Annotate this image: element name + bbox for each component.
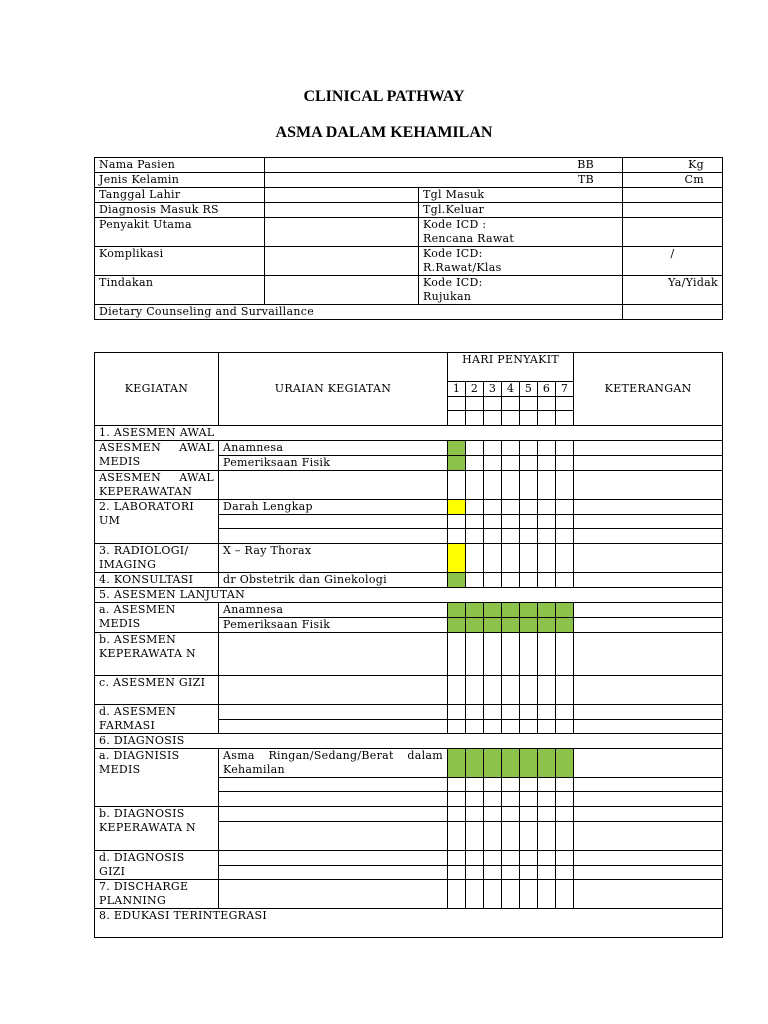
day-cell-filled [448, 441, 466, 456]
cell-empty [484, 573, 502, 588]
cell-empty [502, 720, 520, 734]
cell-empty [265, 218, 419, 247]
cell-kode-icd-rawat [419, 247, 623, 276]
day-cell-filled [448, 749, 466, 778]
cell-empty [466, 778, 484, 792]
cell-empty [502, 397, 520, 411]
cell-empty [556, 633, 574, 676]
cell-empty [520, 411, 538, 426]
cell-empty [219, 515, 448, 529]
cell-empty [502, 807, 520, 822]
cell-empty [466, 807, 484, 822]
cell-empty [556, 544, 574, 573]
cell-empty [556, 411, 574, 426]
cell-empty [484, 720, 502, 734]
cell-empty [538, 676, 556, 705]
cell-empty [466, 851, 484, 866]
day-number: 7 [556, 382, 574, 397]
cell-empty [556, 720, 574, 734]
cell-empty [574, 456, 723, 471]
day-cell-filled [466, 749, 484, 778]
section-asesmen-lanjutan: 5. ASESMEN LANJUTAN [95, 588, 723, 603]
cell-empty [538, 411, 556, 426]
cell-empty [448, 529, 466, 544]
cell-empty [466, 822, 484, 851]
cell-empty [502, 633, 520, 676]
cell-empty [538, 866, 556, 880]
day-number: 3 [484, 382, 502, 397]
cell-empty [466, 500, 484, 515]
cell-empty [574, 851, 723, 866]
activity-konsultasi: 4. KONSULTASI [95, 573, 219, 588]
cell-empty [219, 633, 448, 676]
cell-empty [448, 778, 466, 792]
activity-diagnosis-gizi: d. DIAGNOSIS GIZI [95, 851, 219, 880]
day-cell-yellow [448, 544, 466, 573]
cell-empty [219, 720, 448, 734]
cell-empty [502, 471, 520, 500]
cell-empty [538, 792, 556, 807]
document-subtitle: ASMA DALAM KEHAMILAN [275, 124, 493, 141]
label-tanggal-lahir: Tanggal Lahir [95, 188, 265, 203]
cell-empty [448, 411, 466, 426]
cell-empty [448, 471, 466, 500]
day-number: 1 [448, 382, 466, 397]
cell-empty [556, 807, 574, 822]
cell-empty [574, 880, 723, 909]
day-cell-filled [556, 749, 574, 778]
cell-empty [466, 633, 484, 676]
activity-asesmen-farmasi: d. ASESMEN FARMASI [95, 705, 219, 734]
cell-empty [556, 573, 574, 588]
cell-empty [502, 866, 520, 880]
day-number: 2 [466, 382, 484, 397]
activity-laboratorium: 2. LABORATORI UM [95, 500, 219, 544]
cell-empty [556, 705, 574, 720]
label-kode-icd: Kode ICD : [423, 218, 487, 231]
day-cell-filled [538, 618, 556, 633]
cell-empty [538, 397, 556, 411]
cell-empty [538, 822, 556, 851]
header-hari-penyakit: HARI PENYAKIT [448, 353, 574, 382]
cell-empty [574, 544, 723, 573]
label-diagnosis-masuk: Diagnosis Masuk RS [95, 203, 265, 218]
section-edukasi: 8. EDUKASI TERINTEGRASI [95, 909, 723, 938]
cell-empty [466, 792, 484, 807]
cell-empty [556, 880, 574, 909]
cell-empty [448, 792, 466, 807]
cell-empty [520, 866, 538, 880]
cell-empty [538, 500, 556, 515]
cell-empty [466, 705, 484, 720]
activity-asesmen-gizi: c. ASESMEN GIZI [95, 676, 219, 705]
cell-empty [502, 676, 520, 705]
value-slash: / [623, 247, 723, 276]
cell-empty [448, 397, 466, 411]
cell-empty [520, 851, 538, 866]
day-cell-filled [448, 603, 466, 618]
label-nama-pasien: Nama Pasien [95, 158, 265, 173]
cell-empty [484, 866, 502, 880]
cell-empty [502, 851, 520, 866]
day-cell-filled [466, 618, 484, 633]
cell-empty [574, 441, 723, 456]
day-cell-filled [448, 456, 466, 471]
cell-empty [520, 544, 538, 573]
cell-empty [520, 441, 538, 456]
cell-empty [219, 529, 448, 544]
cell-empty [448, 880, 466, 909]
cell-empty [623, 188, 723, 203]
day-number: 6 [538, 382, 556, 397]
cell-empty [538, 778, 556, 792]
day-cell-filled [520, 603, 538, 618]
cell-empty [448, 822, 466, 851]
cell-empty [520, 720, 538, 734]
cell-empty [556, 851, 574, 866]
cell-empty [484, 411, 502, 426]
cell-empty [484, 778, 502, 792]
detail-pemeriksaan-fisik: Pemeriksaan Fisik [219, 618, 448, 633]
section-asesmen-awal: 1. ASESMEN AWAL [95, 426, 723, 441]
cell-empty [219, 822, 448, 851]
cell-empty [538, 456, 556, 471]
cell-empty [556, 500, 574, 515]
label-jenis-kelamin: Jenis Kelamin [95, 173, 265, 188]
detail-anamnesa: Anamnesa [219, 441, 448, 456]
cell-empty [556, 676, 574, 705]
cell-empty [520, 500, 538, 515]
cell-empty [538, 529, 556, 544]
cell-empty [219, 705, 448, 720]
day-cell-filled [448, 618, 466, 633]
cell-empty [502, 705, 520, 720]
cell-empty [520, 792, 538, 807]
cell-empty [466, 411, 484, 426]
detail-anamnesa: Anamnesa [219, 603, 448, 618]
value-ya-tidak: Ya/Yidak [623, 276, 723, 305]
cell-empty [502, 778, 520, 792]
day-cell-filled [556, 603, 574, 618]
cell-empty [574, 749, 723, 778]
cell-empty [448, 633, 466, 676]
cell-empty [520, 633, 538, 676]
label-bb: BB [265, 158, 623, 173]
cell-empty [520, 515, 538, 529]
unit-kg: Kg [623, 158, 723, 173]
cell-empty [574, 471, 723, 500]
cell-empty [466, 866, 484, 880]
cell-empty [448, 720, 466, 734]
cell-empty [484, 456, 502, 471]
label-penyakit-utama: Penyakit Utama [95, 218, 265, 247]
cell-empty [448, 515, 466, 529]
cell-empty [466, 456, 484, 471]
label-tindakan: Tindakan [95, 276, 265, 305]
cell-empty [574, 633, 723, 676]
activity-asesmen-keperawatan: b. ASESMEN KEPERAWATA N [95, 633, 219, 676]
cell-empty [520, 573, 538, 588]
day-cell-yellow [448, 500, 466, 515]
cell-empty [520, 822, 538, 851]
cell-empty [538, 441, 556, 456]
cell-empty [484, 676, 502, 705]
cell-empty [466, 515, 484, 529]
detail-pemeriksaan-fisik: Pemeriksaan Fisik [219, 456, 448, 471]
cell-empty [448, 676, 466, 705]
cell-kode-icd-rujukan [419, 276, 623, 305]
cell-empty [484, 515, 502, 529]
day-cell-filled [520, 749, 538, 778]
cell-empty [448, 705, 466, 720]
cell-empty [466, 573, 484, 588]
cell-empty [538, 705, 556, 720]
cell-empty [484, 471, 502, 500]
cell-empty [538, 544, 556, 573]
cell-empty [466, 471, 484, 500]
header-kegiatan: KEGIATAN [95, 353, 219, 426]
cell-empty [448, 807, 466, 822]
cell-empty [556, 778, 574, 792]
day-cell-filled [520, 618, 538, 633]
cell-empty [502, 792, 520, 807]
header-keterangan: KETERANGAN [574, 353, 723, 426]
cell-empty [484, 544, 502, 573]
cell-empty [219, 851, 448, 866]
cell-empty [484, 529, 502, 544]
cell-empty [623, 218, 723, 247]
day-number: 4 [502, 382, 520, 397]
cell-empty [502, 515, 520, 529]
cell-empty [574, 778, 723, 792]
cell-empty [574, 529, 723, 544]
cell-empty [556, 529, 574, 544]
cell-empty [574, 792, 723, 807]
cell-empty [502, 573, 520, 588]
label-dietary: Dietary Counseling and Survaillance [95, 305, 623, 320]
activity-asesmen-awal-medis: ASESMEN AWAL MEDIS [95, 441, 219, 471]
cell-empty [484, 792, 502, 807]
cell-empty [219, 676, 448, 705]
cell-empty [265, 188, 419, 203]
header-uraian: URAIAN KEGIATAN [219, 353, 448, 426]
cell-empty [574, 500, 723, 515]
cell-empty [520, 397, 538, 411]
cell-empty [502, 441, 520, 456]
cell-empty [538, 573, 556, 588]
cell-empty [556, 397, 574, 411]
cell-empty [574, 720, 723, 734]
label-komplikasi: Komplikasi [95, 247, 265, 276]
cell-empty [538, 633, 556, 676]
cell-empty [556, 456, 574, 471]
cell-empty [574, 866, 723, 880]
label-tb: TB [265, 173, 623, 188]
cell-empty [574, 676, 723, 705]
cell-empty [466, 397, 484, 411]
unit-cm: Cm [623, 173, 723, 188]
day-cell-filled [466, 603, 484, 618]
cell-empty [574, 807, 723, 822]
label-rencana-rawat: Rencana Rawat [423, 232, 515, 245]
cell-empty [484, 397, 502, 411]
cell-empty [484, 880, 502, 909]
cell-empty [623, 203, 723, 218]
cell-empty [265, 203, 419, 218]
cell-empty [574, 618, 723, 633]
cell-empty [466, 529, 484, 544]
cell-empty [574, 573, 723, 588]
cell-empty [520, 471, 538, 500]
cell-empty [484, 441, 502, 456]
cell-empty [520, 807, 538, 822]
cell-empty [538, 720, 556, 734]
label-rujukan: Rujukan [423, 290, 472, 303]
cell-empty [538, 880, 556, 909]
pathway-table [94, 352, 723, 938]
day-cell-filled [484, 749, 502, 778]
cell-empty [466, 544, 484, 573]
day-cell-filled [556, 618, 574, 633]
label-tgl-masuk: Tgl Masuk [419, 188, 623, 203]
document-title: CLINICAL PATHWAY [303, 88, 465, 105]
cell-empty [219, 866, 448, 880]
patient-info-table [94, 157, 723, 320]
cell-empty [520, 676, 538, 705]
activity-diagnosis-keperawatan: b. DIAGNOSIS KEPERAWATA N [95, 807, 219, 851]
cell-empty [466, 676, 484, 705]
cell-empty [556, 441, 574, 456]
detail-dr-obgyn: dr Obstetrik dan Ginekologi [219, 573, 448, 588]
detail-ray-thorax: X – Ray Thorax [219, 544, 448, 573]
cell-empty [556, 822, 574, 851]
cell-empty [219, 778, 448, 792]
cell-empty [448, 851, 466, 866]
cell-empty [265, 247, 419, 276]
activity-diagnosis-medis: a. DIAGNISIS MEDIS [95, 749, 219, 807]
day-cell-filled [538, 749, 556, 778]
cell-empty [623, 305, 723, 320]
day-cell-filled [538, 603, 556, 618]
cell-empty [265, 276, 419, 305]
cell-empty [466, 720, 484, 734]
day-cell-filled [502, 749, 520, 778]
cell-empty [520, 880, 538, 909]
section-diagnosis: 6. DIAGNOSIS [95, 734, 723, 749]
cell-empty [484, 633, 502, 676]
day-number: 5 [520, 382, 538, 397]
cell-empty [574, 705, 723, 720]
detail-asma: Asma Ringan/Sedang/Berat dalam Kehamilan [219, 749, 448, 778]
cell-empty [520, 456, 538, 471]
cell-empty [502, 529, 520, 544]
day-cell-filled [502, 603, 520, 618]
cell-kode-icd-rencana [419, 218, 623, 247]
day-cell-filled [484, 618, 502, 633]
cell-empty [502, 411, 520, 426]
cell-empty [574, 822, 723, 851]
cell-empty [219, 792, 448, 807]
label-tgl-keluar: Tgl.Keluar [419, 203, 623, 218]
cell-empty [502, 500, 520, 515]
cell-empty [502, 822, 520, 851]
cell-empty [556, 792, 574, 807]
cell-empty [538, 515, 556, 529]
cell-empty [574, 515, 723, 529]
label-rawat-klas: R.Rawat/Klas [423, 261, 502, 274]
cell-empty [219, 471, 448, 500]
day-cell-filled [484, 603, 502, 618]
cell-empty [520, 529, 538, 544]
cell-empty [484, 822, 502, 851]
label-kode-icd: Kode ICD: [423, 247, 483, 260]
activity-asesmen-awal-keperawatan: ASESMEN AWAL KEPERAWATAN [95, 471, 219, 500]
cell-empty [466, 441, 484, 456]
cell-empty [502, 456, 520, 471]
cell-empty [448, 866, 466, 880]
activity-discharge-planning: 7. DISCHARGE PLANNING [95, 880, 219, 909]
cell-empty [574, 603, 723, 618]
day-cell-filled [448, 573, 466, 588]
cell-empty [484, 705, 502, 720]
cell-empty [556, 471, 574, 500]
cell-empty [520, 778, 538, 792]
detail-darah-lengkap: Darah Lengkap [219, 500, 448, 515]
activity-radiologi: 3. RADIOLOGI/ IMAGING [95, 544, 219, 573]
cell-empty [556, 866, 574, 880]
cell-empty [484, 807, 502, 822]
cell-empty [466, 880, 484, 909]
activity-asesmen-medis: a. ASESMEN MEDIS [95, 603, 219, 633]
cell-empty [219, 807, 448, 822]
cell-empty [538, 471, 556, 500]
label-kode-icd: Kode ICD: [423, 276, 483, 289]
cell-empty [502, 544, 520, 573]
cell-empty [219, 880, 448, 909]
cell-empty [538, 851, 556, 866]
cell-empty [538, 807, 556, 822]
cell-empty [484, 500, 502, 515]
cell-empty [556, 515, 574, 529]
cell-empty [502, 880, 520, 909]
cell-empty [484, 851, 502, 866]
day-cell-filled [502, 618, 520, 633]
cell-empty [520, 705, 538, 720]
